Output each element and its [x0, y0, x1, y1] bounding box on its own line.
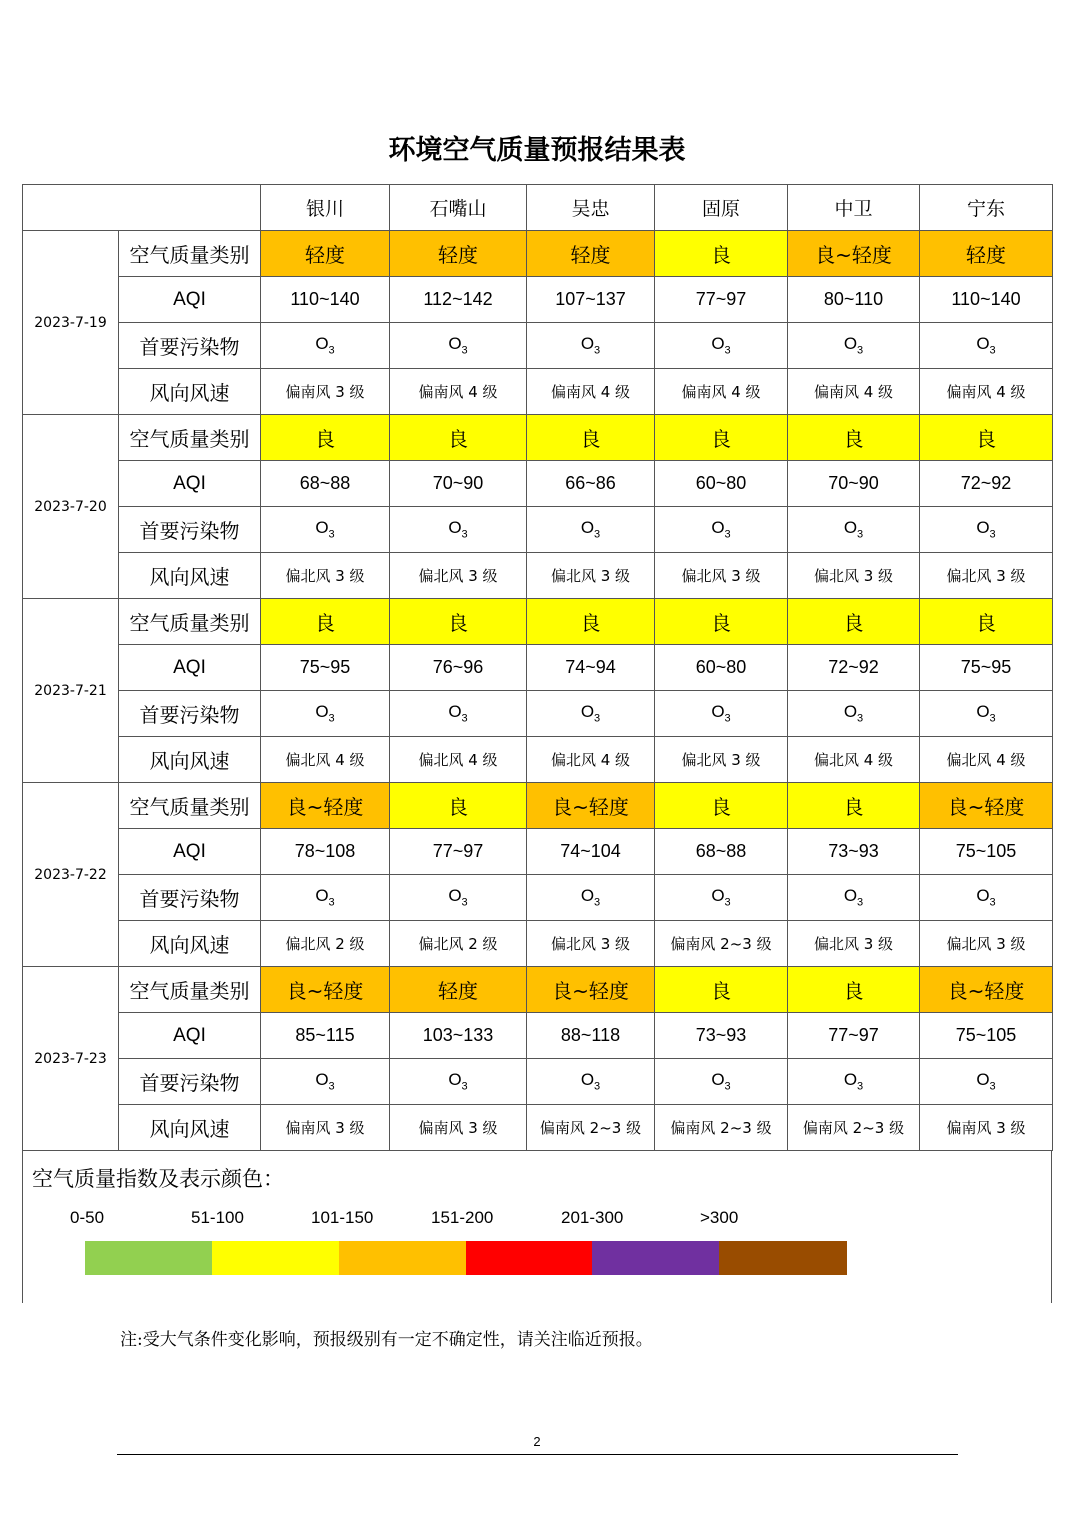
- pollutant-cell: [390, 875, 527, 921]
- pollutant-cell: [920, 507, 1053, 553]
- pollutant-cell: [655, 691, 788, 737]
- legend-swatch-green: [85, 1241, 212, 1275]
- category-cell: 良~轻度: [788, 231, 920, 277]
- pollutant-subscript: 3: [724, 528, 731, 541]
- pollutant-row: [23, 875, 1053, 921]
- category-cell: 良: [390, 599, 527, 645]
- wind-cell: 偏北风 3 级: [920, 553, 1053, 599]
- legend-swatch-orange: [339, 1241, 466, 1275]
- pollutant-cell: [920, 691, 1053, 737]
- category-cell: 良: [655, 599, 788, 645]
- wind-cell: 偏北风 3 级: [655, 737, 788, 783]
- city-header: 宁东: [920, 185, 1053, 231]
- category-cell: 良: [788, 599, 920, 645]
- pollutant-subscript: 3: [724, 712, 731, 725]
- pollutant-symbol: O: [315, 886, 329, 906]
- pollutant-cell: [655, 507, 788, 553]
- category-cell: 轻度: [390, 231, 527, 277]
- row-label-wind: 风向风速: [119, 737, 261, 783]
- wind-cell: 偏北风 3 级: [527, 553, 655, 599]
- aqi-row: [23, 829, 1053, 875]
- pollutant-symbol: O: [843, 702, 858, 722]
- row-label-pollutant: 首要污染物: [119, 691, 261, 737]
- row-label-aqi: AQI: [119, 461, 261, 507]
- category-cell: 良: [655, 783, 788, 829]
- city-header: 吴忠: [527, 185, 655, 231]
- row-label-wind: 风向风速: [119, 369, 261, 415]
- date-cell: 2023-7-21: [23, 599, 119, 783]
- pollutant-cell: [261, 1059, 390, 1105]
- city-header: 固原: [655, 185, 788, 231]
- category-cell: 轻度: [920, 231, 1053, 277]
- aqi-cell: 75~105: [920, 1013, 1053, 1059]
- pollutant-symbol: O: [580, 334, 595, 354]
- pollutant-symbol: O: [843, 886, 858, 906]
- category-cell: 轻度: [261, 231, 390, 277]
- category-cell: 良: [788, 967, 920, 1013]
- pollutant-cell: [390, 323, 527, 369]
- pollutant-cell: [788, 1059, 920, 1105]
- wind-cell: 偏南风 2~3 级: [655, 921, 788, 967]
- wind-cell: 偏南风 4 级: [527, 369, 655, 415]
- row-label-aqi: AQI: [119, 1013, 261, 1059]
- aqi-cell: 75~95: [920, 645, 1053, 691]
- wind-row: [23, 737, 1053, 783]
- pollutant-subscript: 3: [989, 528, 996, 541]
- pollutant-subscript: 3: [594, 712, 601, 725]
- category-row: [23, 967, 1053, 1013]
- page-number: 2: [533, 1434, 541, 1449]
- aqi-cell: 112~142: [390, 277, 527, 323]
- pollutant-subscript: 3: [461, 712, 468, 725]
- pollutant-symbol: O: [711, 702, 725, 722]
- aqi-cell: 60~80: [655, 461, 788, 507]
- legend-swatch-brown: [719, 1241, 847, 1275]
- city-header: 银川: [261, 185, 390, 231]
- pollutant-subscript: 3: [857, 344, 864, 357]
- legend-range: 201-300: [561, 1208, 624, 1227]
- wind-cell: 偏南风 2~3 级: [655, 1105, 788, 1151]
- aqi-cell: 73~93: [788, 829, 920, 875]
- aqi-cell: 103~133: [390, 1013, 527, 1059]
- category-cell: 良: [920, 415, 1053, 461]
- pollutant-subscript: 3: [857, 896, 864, 909]
- legend-swatch-red: [466, 1241, 592, 1275]
- aqi-cell: 66~86: [527, 461, 655, 507]
- pollutant-cell: [390, 1059, 527, 1105]
- category-cell: 良: [261, 599, 390, 645]
- pollutant-cell: [920, 875, 1053, 921]
- pollutant-cell: [788, 691, 920, 737]
- aqi-cell: 110~140: [920, 277, 1053, 323]
- pollutant-subscript: 3: [594, 896, 601, 909]
- pollutant-symbol: O: [976, 702, 990, 722]
- wind-cell: 偏北风 3 级: [390, 553, 527, 599]
- category-cell: 良: [390, 783, 527, 829]
- wind-cell: 偏南风 4 级: [390, 369, 527, 415]
- pollutant-subscript: 3: [857, 712, 864, 725]
- pollutant-subscript: 3: [461, 896, 468, 909]
- category-cell: 良: [261, 415, 390, 461]
- aqi-cell: 74~104: [527, 829, 655, 875]
- wind-cell: 偏北风 3 级: [788, 553, 920, 599]
- pollutant-symbol: O: [976, 1070, 990, 1090]
- header-row: [23, 185, 1053, 231]
- category-cell: 良~轻度: [261, 783, 390, 829]
- corner-cell: [23, 185, 261, 231]
- pollutant-subscript: 3: [328, 528, 335, 541]
- date-cell: 2023-7-22: [23, 783, 119, 967]
- pollutant-symbol: O: [843, 1070, 858, 1090]
- pollutant-subscript: 3: [594, 528, 601, 541]
- wind-cell: 偏南风 4 级: [655, 369, 788, 415]
- pollutant-subscript: 3: [328, 344, 335, 357]
- pollutant-cell: [261, 323, 390, 369]
- pollutant-subscript: 3: [857, 1080, 864, 1093]
- pollutant-subscript: 3: [461, 344, 468, 357]
- pollutant-cell: [261, 691, 390, 737]
- city-header: 中卫: [788, 185, 920, 231]
- pollutant-symbol: O: [976, 886, 990, 906]
- pollutant-subscript: 3: [989, 712, 996, 725]
- aqi-cell: 68~88: [655, 829, 788, 875]
- row-label-category: 空气质量类别: [119, 599, 261, 645]
- pollutant-subscript: 3: [724, 1080, 731, 1093]
- category-cell: 良: [655, 231, 788, 277]
- aqi-row: [23, 645, 1053, 691]
- wind-cell: 偏北风 2 级: [261, 921, 390, 967]
- pollutant-cell: [788, 875, 920, 921]
- category-cell: 良~轻度: [527, 783, 655, 829]
- pollutant-symbol: O: [711, 334, 725, 354]
- legend-range: 151-200: [431, 1208, 494, 1227]
- category-row: [23, 415, 1053, 461]
- aqi-cell: 77~97: [788, 1013, 920, 1059]
- pollutant-cell: [527, 691, 655, 737]
- pollutant-subscript: 3: [989, 344, 996, 357]
- pollutant-row: [23, 1059, 1053, 1105]
- pollutant-subscript: 3: [989, 1080, 996, 1093]
- row-label-wind: 风向风速: [119, 553, 261, 599]
- row-label-pollutant: 首要污染物: [119, 507, 261, 553]
- pollutant-symbol: O: [315, 702, 329, 722]
- wind-cell: 偏北风 4 级: [788, 737, 920, 783]
- aqi-cell: 77~97: [390, 829, 527, 875]
- wind-cell: 偏南风 2~3 级: [788, 1105, 920, 1151]
- legend-range: >300: [700, 1208, 739, 1227]
- category-cell: 良: [920, 599, 1053, 645]
- wind-cell: 偏南风 4 级: [920, 369, 1053, 415]
- legend-title: 空气质量指数及表示颜色：: [32, 1167, 284, 1191]
- wind-cell: 偏北风 4 级: [261, 737, 390, 783]
- pollutant-symbol: O: [580, 886, 595, 906]
- legend-swatch-purple: [592, 1241, 719, 1275]
- wind-row: [23, 369, 1053, 415]
- row-label-pollutant: 首要污染物: [119, 875, 261, 921]
- pollutant-symbol: O: [580, 1070, 595, 1090]
- row-label-category: 空气质量类别: [119, 231, 261, 277]
- pollutant-symbol: O: [976, 334, 990, 354]
- forecast-table: [22, 184, 1053, 1151]
- pollutant-symbol: O: [448, 1070, 462, 1090]
- pollutant-symbol: O: [580, 518, 595, 538]
- category-cell: 良: [390, 415, 527, 461]
- category-cell: 良~轻度: [261, 967, 390, 1013]
- wind-cell: 偏南风 4 级: [788, 369, 920, 415]
- pollutant-subscript: 3: [328, 896, 335, 909]
- page-title: 环境空气质量预报结果表: [388, 135, 686, 166]
- wind-cell: 偏北风 4 级: [390, 737, 527, 783]
- aqi-cell: 76~96: [390, 645, 527, 691]
- category-cell: 良: [788, 783, 920, 829]
- pollutant-symbol: O: [448, 702, 462, 722]
- legend-range: 101-150: [311, 1208, 374, 1227]
- pollutant-symbol: O: [843, 334, 858, 354]
- category-cell: 轻度: [390, 967, 527, 1013]
- pollutant-symbol: O: [315, 1070, 329, 1090]
- aqi-cell: 74~94: [527, 645, 655, 691]
- pollutant-cell: [390, 507, 527, 553]
- pollutant-subscript: 3: [594, 1080, 601, 1093]
- pollutant-symbol: O: [711, 886, 725, 906]
- pollutant-subscript: 3: [989, 896, 996, 909]
- row-label-category: 空气质量类别: [119, 415, 261, 461]
- aqi-cell: 110~140: [261, 277, 390, 323]
- wind-cell: 偏南风 3 级: [261, 1105, 390, 1151]
- date-cell: 2023-7-20: [23, 415, 119, 599]
- wind-row: [23, 1105, 1053, 1151]
- pollutant-cell: [655, 323, 788, 369]
- pollutant-cell: [655, 875, 788, 921]
- date-cell: 2023-7-23: [23, 967, 119, 1151]
- pollutant-cell: [920, 1059, 1053, 1105]
- row-label-category: 空气质量类别: [119, 783, 261, 829]
- pollutant-symbol: O: [711, 1070, 725, 1090]
- aqi-cell: 70~90: [788, 461, 920, 507]
- aqi-cell: 80~110: [788, 277, 920, 323]
- wind-cell: 偏北风 3 级: [920, 921, 1053, 967]
- wind-cell: 偏北风 3 级: [527, 921, 655, 967]
- row-label-wind: 风向风速: [119, 1105, 261, 1151]
- wind-cell: 偏北风 3 级: [261, 553, 390, 599]
- pollutant-cell: [261, 875, 390, 921]
- aqi-cell: 72~92: [920, 461, 1053, 507]
- pollutant-symbol: O: [976, 518, 990, 538]
- pollutant-symbol: O: [711, 518, 725, 538]
- pollutant-symbol: O: [580, 702, 595, 722]
- row-label-aqi: AQI: [119, 829, 261, 875]
- category-cell: 良: [655, 967, 788, 1013]
- aqi-cell: 78~108: [261, 829, 390, 875]
- aqi-cell: 60~80: [655, 645, 788, 691]
- pollutant-cell: [527, 507, 655, 553]
- aqi-cell: 75~95: [261, 645, 390, 691]
- category-cell: 良: [655, 415, 788, 461]
- footnote: 注:受大气条件变化影响，预报级别有一定不确定性，请关注临近预报。: [120, 1330, 653, 1350]
- row-label-category: 空气质量类别: [119, 967, 261, 1013]
- wind-row: [23, 553, 1053, 599]
- wind-cell: 偏北风 3 级: [788, 921, 920, 967]
- pollutant-subscript: 3: [724, 896, 731, 909]
- wind-cell: 偏南风 3 级: [261, 369, 390, 415]
- pollutant-subscript: 3: [594, 344, 601, 357]
- aqi-cell: 72~92: [788, 645, 920, 691]
- pollutant-cell: [655, 1059, 788, 1105]
- aqi-row: [23, 461, 1053, 507]
- wind-cell: 偏南风 2~3 级: [527, 1105, 655, 1151]
- wind-cell: 偏北风 2 级: [390, 921, 527, 967]
- row-label-wind: 风向风速: [119, 921, 261, 967]
- wind-cell: 偏北风 4 级: [527, 737, 655, 783]
- category-cell: 良: [527, 599, 655, 645]
- aqi-cell: 77~97: [655, 277, 788, 323]
- legend-range: 0-50: [70, 1208, 105, 1227]
- footer-divider: [117, 1454, 958, 1455]
- aqi-cell: 70~90: [390, 461, 527, 507]
- pollutant-cell: [390, 691, 527, 737]
- aqi-row: [23, 277, 1053, 323]
- category-row: [23, 231, 1053, 277]
- category-cell: 良~轻度: [527, 967, 655, 1013]
- pollutant-cell: [920, 323, 1053, 369]
- category-cell: 良~轻度: [920, 967, 1053, 1013]
- category-cell: 良: [788, 415, 920, 461]
- date-cell: 2023-7-19: [23, 231, 119, 415]
- pollutant-subscript: 3: [328, 1080, 335, 1093]
- pollutant-cell: [788, 323, 920, 369]
- row-label-aqi: AQI: [119, 645, 261, 691]
- aqi-cell: 85~115: [261, 1013, 390, 1059]
- wind-cell: 偏北风 4 级: [920, 737, 1053, 783]
- pollutant-symbol: O: [448, 886, 462, 906]
- pollutant-symbol: O: [448, 518, 462, 538]
- legend-swatch-yellow: [212, 1241, 339, 1275]
- wind-cell: 偏北风 3 级: [655, 553, 788, 599]
- aqi-row: [23, 1013, 1053, 1059]
- pollutant-subscript: 3: [724, 344, 731, 357]
- row-label-pollutant: 首要污染物: [119, 323, 261, 369]
- pollutant-subscript: 3: [461, 528, 468, 541]
- pollutant-cell: [527, 323, 655, 369]
- aqi-cell: 107~137: [527, 277, 655, 323]
- pollutant-symbol: O: [843, 518, 858, 538]
- legend: [22, 1151, 1052, 1303]
- category-row: [23, 783, 1053, 829]
- pollutant-cell: [527, 1059, 655, 1105]
- pollutant-symbol: O: [448, 334, 462, 354]
- category-cell: 良~轻度: [920, 783, 1053, 829]
- pollutant-cell: [788, 507, 920, 553]
- row-label-pollutant: 首要污染物: [119, 1059, 261, 1105]
- pollutant-row: [23, 323, 1053, 369]
- city-header: 石嘴山: [390, 185, 527, 231]
- pollutant-subscript: 3: [328, 712, 335, 725]
- category-cell: 良: [527, 415, 655, 461]
- wind-cell: 偏南风 3 级: [390, 1105, 527, 1151]
- pollutant-cell: [527, 875, 655, 921]
- wind-cell: 偏南风 3 级: [920, 1105, 1053, 1151]
- wind-row: [23, 921, 1053, 967]
- aqi-cell: 68~88: [261, 461, 390, 507]
- pollutant-subscript: 3: [857, 528, 864, 541]
- legend-range: 51-100: [191, 1208, 244, 1227]
- pollutant-symbol: O: [315, 334, 329, 354]
- aqi-cell: 73~93: [655, 1013, 788, 1059]
- pollutant-row: [23, 691, 1053, 737]
- pollutant-subscript: 3: [461, 1080, 468, 1093]
- row-label-aqi: AQI: [119, 277, 261, 323]
- aqi-cell: 88~118: [527, 1013, 655, 1059]
- pollutant-row: [23, 507, 1053, 553]
- category-cell: 轻度: [527, 231, 655, 277]
- pollutant-cell: [261, 507, 390, 553]
- pollutant-symbol: O: [315, 518, 329, 538]
- category-row: [23, 599, 1053, 645]
- aqi-cell: 75~105: [920, 829, 1053, 875]
